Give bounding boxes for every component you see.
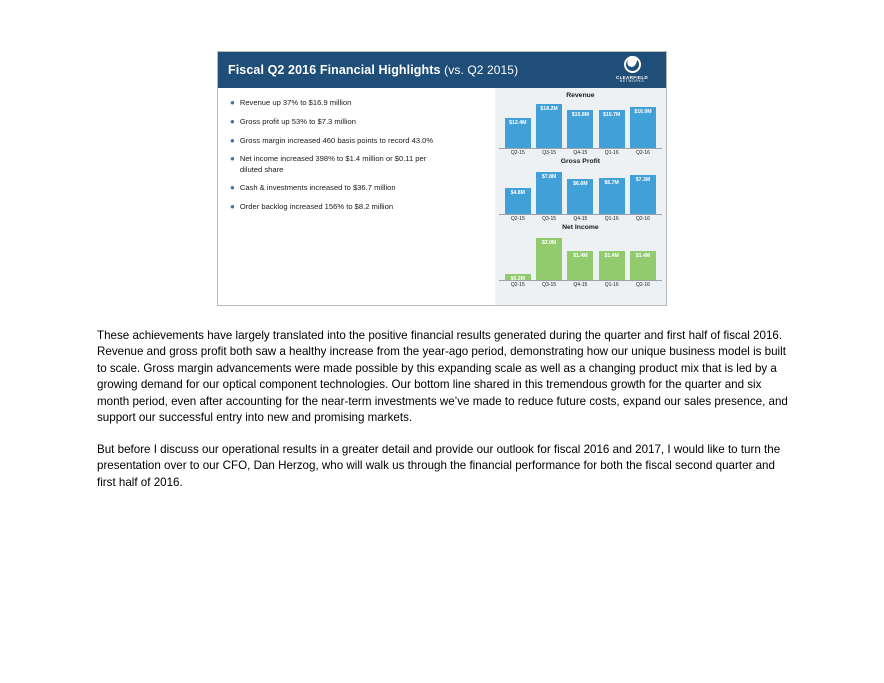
clearfield-logo: [604, 55, 660, 85]
axis-tick-label: Q2-15: [510, 216, 525, 222]
bar-column: [630, 232, 656, 280]
bar: [630, 251, 656, 280]
bar-value-label: $2.0M: [541, 239, 557, 246]
paragraph: But before I discuss our operational results in a greater detail and provide our outlook for fiscal 2016 and 2017, I would like to turn the presentation over to our CFO, Dan Herzog, who will walk us through the financial performance for both the fiscal second quarter and first half of 2016.: [97, 442, 781, 489]
charts-panel: [495, 88, 666, 305]
chart-bars: [499, 100, 662, 148]
bar-column: [505, 232, 531, 280]
chart-bars: [499, 166, 662, 214]
bar: [567, 110, 593, 148]
bar-column: [599, 166, 625, 214]
bullet-text: Revenue up 37% to $16.9 million: [239, 98, 352, 107]
bar-value-label: $7.3M: [635, 176, 651, 183]
axis-tick-label: Q2-16: [636, 150, 650, 156]
bar-value-label: $4.8M: [510, 189, 525, 196]
bar: [599, 110, 625, 148]
list-item: [230, 136, 487, 146]
bar-value-label: $12.4M: [509, 119, 527, 126]
bar: [536, 238, 562, 280]
list-item: [230, 98, 487, 108]
bar-column: [536, 166, 562, 214]
bar: [567, 251, 593, 280]
axis-tick-label: Q2-15: [510, 150, 525, 156]
bar: [536, 172, 562, 214]
bar-column: [505, 166, 531, 214]
revenue-chart: [499, 92, 662, 156]
bar-column: [599, 100, 625, 148]
axis-tick-label: Q4-15: [573, 282, 588, 288]
bullet-dot-icon: ●: [230, 98, 235, 107]
list-item: [230, 202, 487, 212]
chart-axis-labels: [499, 214, 662, 222]
bar-column: [630, 100, 656, 148]
bar: [599, 251, 625, 280]
slide-header: [218, 52, 666, 88]
list-item: [230, 183, 487, 193]
bullet-text: Order backlog increased 156% to $8.2 million: [239, 202, 394, 211]
axis-tick-label: Q3-15: [542, 150, 557, 156]
axis-tick-label: Q3-15: [542, 216, 557, 222]
chart-bars: [499, 232, 662, 280]
bullet-text: Net income increased 398% to $1.4 million or $0.11 per diluted share: [239, 154, 427, 174]
gross-profit-chart: [499, 158, 662, 222]
bar-value-label: $0.3M: [510, 275, 525, 282]
bullet-dot-icon: ●: [230, 116, 235, 126]
bullet-dot-icon: ●: [230, 183, 235, 193]
bullet-text: Gross profit up 53% to $7.3 million: [239, 116, 356, 126]
bar: [630, 107, 656, 148]
slide-title: [228, 63, 518, 77]
logo-wordmark: [616, 75, 648, 84]
bar-value-label: $7.8M: [541, 173, 557, 180]
bar-column: [630, 166, 656, 214]
bar-column: [567, 166, 593, 214]
logo-tagline: NETWORKS: [619, 78, 645, 83]
bar-value-label: $1.4M: [604, 252, 619, 259]
bar: [567, 179, 593, 214]
axis-tick-label: Q1-16: [604, 282, 619, 288]
chart-title: Gross Profit: [560, 158, 601, 165]
highlights-bullet-list: [218, 88, 495, 305]
bullet-dot-icon: ●: [230, 135, 235, 145]
chart-title: Net Income: [562, 224, 599, 231]
logo-name: CLEARFIELD: [615, 74, 649, 80]
chart-axis-labels: [499, 148, 662, 156]
bar-column: [567, 100, 593, 148]
bar: [630, 175, 656, 214]
leaf-icon: [624, 56, 641, 73]
axis-tick-label: Q2-16: [636, 216, 650, 222]
list-item: [230, 154, 487, 175]
net-income-chart: [499, 224, 662, 288]
axis-tick-label: Q2-15: [510, 282, 525, 288]
bar: [536, 104, 562, 148]
bar-column: [599, 232, 625, 280]
bar-value-label: $6.7M: [604, 179, 619, 186]
bar: [599, 178, 625, 214]
slide-body: [218, 88, 666, 305]
bullet-text: Gross margin increased 460 basis points to record 43.0%: [239, 135, 434, 145]
chart-title: Revenue: [566, 92, 595, 99]
axis-tick-label: Q3-15: [542, 282, 557, 288]
axis-tick-label: Q1-16: [604, 150, 619, 156]
bar: [505, 188, 531, 214]
bar-value-label: $15.7M: [603, 111, 621, 118]
slide-title-sub: (vs. Q2 2015): [444, 63, 519, 77]
bar: [505, 274, 531, 280]
bar: [505, 118, 531, 148]
bar-value-label: $18.2M: [540, 105, 558, 112]
bar-column: [536, 232, 562, 280]
bar-value-label: $1.4M: [635, 252, 651, 259]
bar-column: [505, 100, 531, 148]
paragraph: These achievements have largely translated into the positive financial results generated during the quarter and first half of fiscal 2016. Revenue and gross profit both saw a healthy increase from the year-ago period, demonstrating how our unique business model is built to scale. Gross margin advancements were made possible by this expanding scale as well as a changing product mix that is led by a growing demand for our optical component technologies. Our bottom line shared in this tremendous growth for the quarter and six month period, even after accounting for the near-term investments we’ve made to reduce future costs, expand our sales presence, and support our successful entry into new and promising markets.: [97, 329, 788, 425]
bar-column: [567, 232, 593, 280]
slide-title-main: Fiscal Q2 2016 Financial Highlights: [228, 63, 445, 77]
presentation-slide: [217, 51, 667, 306]
axis-tick-label: Q4-15: [573, 216, 588, 222]
bar-value-label: $1.4M: [573, 252, 588, 259]
bar-value-label: $15.8M: [571, 111, 590, 118]
bar-column: [536, 100, 562, 148]
axis-tick-label: Q4-15: [573, 150, 588, 156]
transcript-text: [97, 328, 789, 506]
bar-value-label: $16.9M: [634, 108, 652, 115]
bullet-text: Cash & investments increased to $36.7 million: [239, 183, 396, 193]
bullet-dot-icon: ●: [230, 202, 235, 211]
axis-tick-label: Q1-16: [604, 216, 619, 222]
axis-tick-label: Q2-16: [636, 282, 650, 288]
list-item: [230, 117, 487, 127]
bar-value-label: $6.6M: [573, 180, 588, 187]
bullet-dot-icon: ●: [230, 154, 235, 164]
